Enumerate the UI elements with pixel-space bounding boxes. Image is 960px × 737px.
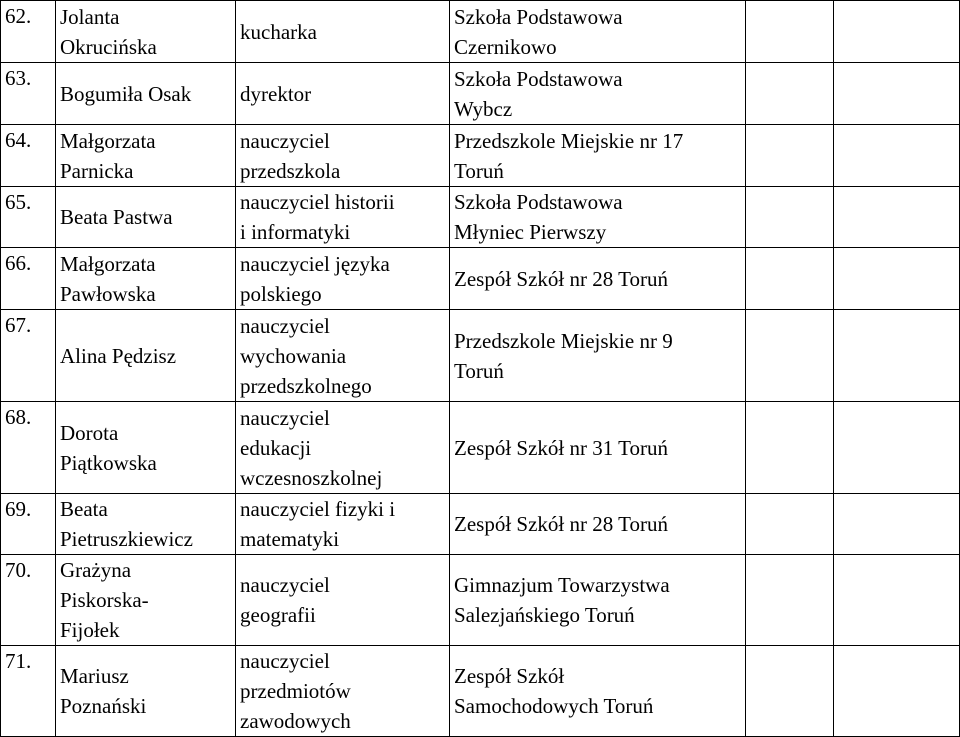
- person-name: Mariusz Poznański: [56, 646, 236, 737]
- school-name: Przedszkole Miejskie nr 9 Toruń: [450, 310, 746, 402]
- table-row: [1, 310, 960, 402]
- table-row: [1, 494, 960, 555]
- person-name: Małgorzata Parnicka: [56, 125, 236, 187]
- job-title: nauczyciel geografii: [236, 555, 450, 646]
- empty-cell: [834, 63, 960, 125]
- table-row: [1, 187, 960, 248]
- table-row: [1, 646, 960, 737]
- school-name: Szkoła Podstawowa Wybcz: [450, 63, 746, 125]
- school-name: Szkoła Podstawowa Młyniec Pierwszy: [450, 187, 746, 248]
- job-title: nauczyciel przedszkola: [236, 125, 450, 187]
- empty-cell: [746, 646, 834, 737]
- person-name: Małgorzata Pawłowska: [56, 248, 236, 310]
- row-number: 68.: [1, 402, 56, 494]
- table-row: [1, 402, 960, 494]
- school-name: Szkoła Podstawowa Czernikowo: [450, 1, 746, 63]
- table-row: [1, 248, 960, 310]
- job-title: nauczyciel języka polskiego: [236, 248, 450, 310]
- empty-cell: [834, 402, 960, 494]
- row-number: 62.: [1, 1, 56, 63]
- row-number: 63.: [1, 63, 56, 125]
- job-title: kucharka: [236, 1, 450, 63]
- person-name: Dorota Piątkowska: [56, 402, 236, 494]
- empty-cell: [746, 494, 834, 555]
- empty-cell: [834, 494, 960, 555]
- empty-cell: [746, 187, 834, 248]
- row-number: 66.: [1, 248, 56, 310]
- job-title: dyrektor: [236, 63, 450, 125]
- row-number: 69.: [1, 494, 56, 555]
- empty-cell: [834, 646, 960, 737]
- table-row: [1, 1, 960, 63]
- job-title: nauczyciel fizyki i matematyki: [236, 494, 450, 555]
- table-row: [1, 125, 960, 187]
- person-name: Grażyna Piskorska- Fijołek: [56, 555, 236, 646]
- empty-cell: [746, 310, 834, 402]
- empty-cell: [834, 248, 960, 310]
- empty-cell: [746, 402, 834, 494]
- row-number: 70.: [1, 555, 56, 646]
- job-title: nauczyciel edukacji wczesnoszkolnej: [236, 402, 450, 494]
- empty-cell: [746, 248, 834, 310]
- empty-cell: [746, 63, 834, 125]
- person-name: Beata Pastwa: [56, 187, 236, 248]
- person-name: Beata Pietruszkiewicz: [56, 494, 236, 555]
- job-title: nauczyciel przedmiotów zawodowych: [236, 646, 450, 737]
- table-row: [1, 555, 960, 646]
- empty-cell: [834, 187, 960, 248]
- school-name: Zespół Szkół nr 31 Toruń: [450, 402, 746, 494]
- row-number: 64.: [1, 125, 56, 187]
- person-name: Jolanta Okrucińska: [56, 1, 236, 63]
- school-name: Zespół Szkół nr 28 Toruń: [450, 248, 746, 310]
- empty-cell: [834, 1, 960, 63]
- school-name: Zespół Szkół Samochodowych Toruń: [450, 646, 746, 737]
- job-title: nauczyciel wychowania przedszkolnego: [236, 310, 450, 402]
- empty-cell: [834, 310, 960, 402]
- empty-cell: [746, 125, 834, 187]
- school-name: Zespół Szkół nr 28 Toruń: [450, 494, 746, 555]
- job-title: nauczyciel historii i informatyki: [236, 187, 450, 248]
- school-name: Przedszkole Miejskie nr 17 Toruń: [450, 125, 746, 187]
- row-number: 65.: [1, 187, 56, 248]
- person-name: Bogumiła Osak: [56, 63, 236, 125]
- row-number: 67.: [1, 310, 56, 402]
- table-row: [1, 63, 960, 125]
- empty-cell: [746, 555, 834, 646]
- person-name: Alina Pędzisz: [56, 310, 236, 402]
- school-name: Gimnazjum Towarzystwa Salezjańskiego Toruń: [450, 555, 746, 646]
- row-number: 71.: [1, 646, 56, 737]
- empty-cell: [834, 125, 960, 187]
- empty-cell: [834, 555, 960, 646]
- empty-cell: [746, 1, 834, 63]
